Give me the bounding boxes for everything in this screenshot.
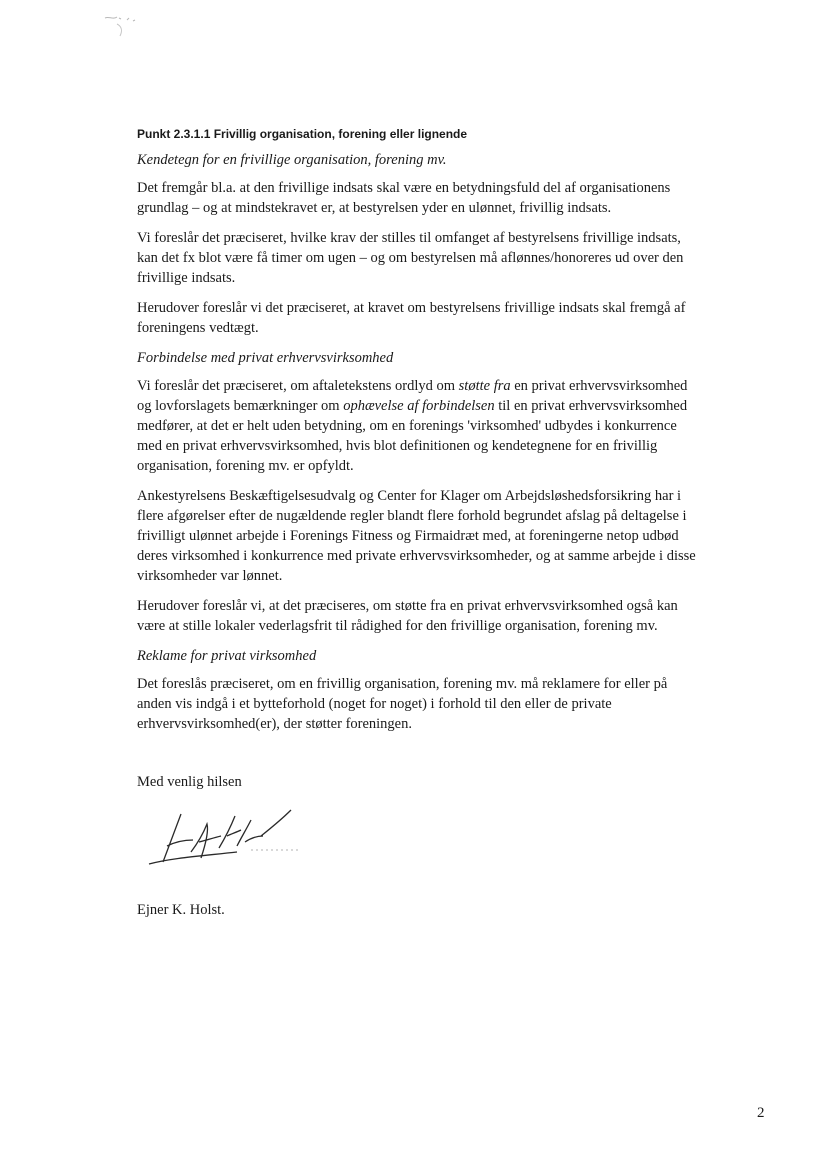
paragraph-6: Herudover foreslår vi, at det præciseres, om støtte fra en privat erhvervsvirksomhed også kan være at stille lokaler vederlagsfrit til rådighed for den frivillige organisation, forening mv. [137,598,678,634]
signature-icon [141,806,311,876]
paragraph-4-part-1: Vi foreslår det præciseret, om aftaletekstens ordlyd om [137,378,459,394]
paragraph-4-part-2: en privat erhvervsvirksomhed og lovforslagets bemærkninger om [137,378,688,414]
paragraph-3: Herudover foreslår vi det præciseret, at kravet om bestyrelsens frivillige indsats skal fremgå af foreningens vedtægt. [137,300,686,336]
subheading-forbindelse: Forbindelse med privat erhvervsvirksomhed [137,350,394,366]
subheading-reklame: Reklame for privat virksomhed [137,648,317,664]
subheading-kendetegn: Kendetegn for en frivillige organisation, forening mv. [137,152,447,168]
section-heading: Punkt 2.3.1.1 Frivillig organisation, forening eller lignende [137,127,468,141]
paragraph-4-italic-2: ophævelse af forbindelsen [343,398,495,414]
signer-name: Ejner K. Holst. [137,902,225,918]
paragraph-5: Ankestyrelsens Beskæftigelsesudvalg og Center for Klager om Arbejdsløshedsforsikring har i flere afgørelser efter de nugældende regler blandt flere forhold begrundet afslag på deltagelse i frivilligt ulønnet arbejde i Forenings Fitness og Firmaidræt med, at foreningerne netop udbød deres virksomhed i konkurrence med private erhvervsvirksomheder, og at samme arbejde i disse virksomheder var lønnet. [137,488,696,584]
paragraph-1: Det fremgår bl.a. at den frivillige indsats skal være en betydningsfuld del af organisationens grundlag – og at mindstekravet er, at bestyrelsen yder en ulønnet, frivillig indsats. [137,180,671,216]
paragraph-4 [137,376,697,476]
paragraph-7: Det foreslås præciseret, om en frivillig organisation, forening mv. må reklamere for eller på anden vis indgå i et bytteforhold (noget for noget) i forhold til den eller de private erhvervsvirksomhed(er), der støtter foreningen. [137,676,668,732]
scan-mark-icon [103,12,147,38]
page-number: 2 [757,1105,765,1121]
letter-body [137,126,697,920]
paragraph-2: Vi foreslår det præciseret, hvilke krav der stilles til omfanget af bestyrelsens frivillige indsats, kan det fx blot være få timer om ugen – og om bestyrelsen må aflønnes/honoreres ud over den frivillige indsats. [137,230,684,286]
paragraph-4-part-3: til en privat erhvervsvirksomhed medfører, at det er helt uden betydning, om en forenings 'virksomhed' udbydes i konkurrence med en privat erhvervsvirksomhed, hvis blot definitionen og kendetegnene for en frivillig organisation, forening mv. er opfyldt. [137,398,688,474]
closing-greeting: Med venlig hilsen [137,774,242,790]
paragraph-4-italic-1: støtte fra [458,378,511,394]
